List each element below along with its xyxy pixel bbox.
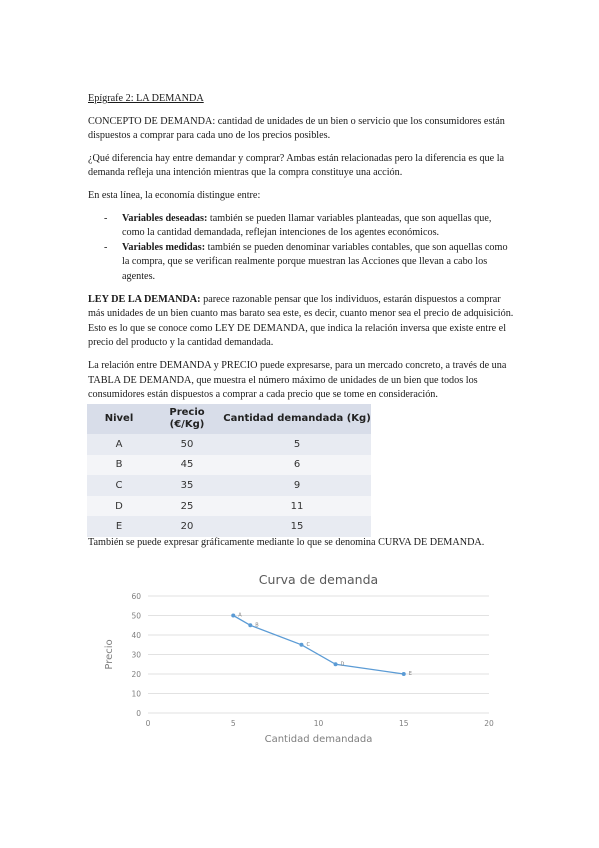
data-point-label: E	[408, 671, 412, 677]
chart-title: Curva de demanda	[258, 572, 379, 587]
law-term: LEY DE LA DEMANDA:	[88, 293, 201, 305]
cell-cantidad: 5	[223, 434, 371, 455]
x-axis-label: Cantidad demandada	[264, 734, 373, 745]
table-row	[87, 496, 371, 517]
table-header-row	[87, 404, 371, 434]
data-point	[299, 643, 303, 647]
chart-intro	[88, 536, 516, 559]
y-tick-label: 40	[131, 631, 141, 640]
table-row	[87, 434, 371, 455]
y-axis-label: Precio	[104, 639, 115, 670]
header-precio: Precio (€/Kg)	[151, 404, 223, 434]
bullet-dash: -	[104, 212, 108, 224]
demand-table	[87, 404, 371, 537]
data-point-label: D	[340, 661, 345, 668]
cell-precio: 35	[151, 475, 223, 496]
y-tick-label: 30	[131, 650, 141, 660]
intro-paragraph: En esta línea, la economía distingue entre:	[88, 189, 261, 201]
data-point	[231, 614, 235, 618]
cell-precio: 50	[151, 434, 223, 455]
y-tick-label: 60	[131, 592, 141, 601]
cell-cantidad: 15	[223, 516, 371, 537]
cell-nivel: E	[87, 516, 151, 537]
cell-nivel: B	[87, 455, 151, 476]
cell-nivel: A	[87, 434, 151, 455]
list-item	[88, 241, 516, 285]
cell-cantidad: 9	[223, 475, 371, 496]
law-paragraph	[88, 293, 516, 351]
data-point	[248, 623, 252, 627]
x-tick-label: 15	[398, 719, 409, 728]
cell-cantidad: 6	[223, 455, 371, 476]
data-point-label: A	[238, 612, 242, 619]
concept-paragraph: CONCEPTO DE DEMANDA: cantidad de unidades de un bien o servicio que los consumidores están dispuestos a comprar para cada uno de los precios posibles.	[88, 115, 505, 142]
difference-paragraph: ¿Qué diferencia hay entre demandar y comprar? Ambas están relacionadas pero la diferencia es que la demanda refleja una intención mientras que la compra constituye una acción.	[88, 152, 505, 179]
section-heading: Epígrafe 2: LA DEMANDA	[88, 93, 204, 104]
y-tick-label: 50	[131, 611, 141, 621]
bullet-text: también se pueden denominar variables contables, que son aquellas como la compra, que se verifican realmente porque muestran las Acciones que llevan a cabo los agentes.	[122, 241, 508, 282]
relation-paragraph: La relación entre DEMANDA y PRECIO puede expresarse, para un mercado concreto, a través de una TABLA DE DEMANDA, que muestra el número máximo de unidades de un bien que todos los consumidores están dispuestos a comprar a cada precio que se tome en consideración.	[88, 359, 507, 401]
data-point-label: C	[306, 641, 310, 648]
list-item	[88, 212, 516, 241]
document-body	[88, 92, 516, 411]
bullet-text: también se pueden llamar variables planteadas, que son aquellas que, como la cantidad demandada, reflejan intenciones de los agentes económicos.	[122, 212, 492, 239]
x-tick-label: 5	[230, 719, 236, 728]
data-point	[334, 662, 338, 666]
header-nivel: Nivel	[87, 404, 151, 434]
demand-chart	[98, 572, 508, 748]
chart-intro-paragraph: También se puede expresar gráficamente mediante lo que se denomina CURVA DE DEMANDA.	[88, 537, 485, 548]
series-line	[233, 616, 403, 675]
variables-list	[88, 212, 516, 285]
table-row	[87, 516, 371, 537]
data-point-label: B	[255, 622, 259, 629]
y-tick-label: 0	[136, 709, 141, 718]
cell-precio: 25	[151, 496, 223, 517]
table-row	[87, 475, 371, 496]
bullet-term: Variables deseadas:	[122, 212, 208, 224]
law-text: parece razonable pensar que los individuos, estarán dispuestos a comprar más unidades de un bien cuanto mas barato sea este, es decir, cuanto menor sea el precio de adquisición. Esto es lo que se conoce como LEY DE DEMANDA, que indica la relación inversa que existe entre el precio del producto y la cantidad demandada.	[88, 293, 514, 349]
cell-precio: 45	[151, 455, 223, 476]
cell-cantidad: 11	[223, 496, 371, 517]
cell-nivel: D	[87, 496, 151, 517]
x-tick-label: 10	[313, 719, 324, 728]
table-row	[87, 455, 371, 476]
bullet-dash: -	[104, 241, 108, 253]
demand-chart-svg	[98, 572, 508, 748]
y-tick-label: 10	[131, 689, 141, 699]
data-point	[402, 672, 406, 676]
cell-precio: 20	[151, 516, 223, 537]
header-cantidad: Cantidad demandada (Kg)	[223, 404, 371, 434]
x-tick-label: 0	[145, 719, 151, 728]
x-tick-label: 20	[484, 719, 494, 728]
y-tick-label: 20	[131, 670, 141, 679]
bullet-term: Variables medidas:	[122, 241, 206, 253]
cell-nivel: C	[87, 475, 151, 496]
